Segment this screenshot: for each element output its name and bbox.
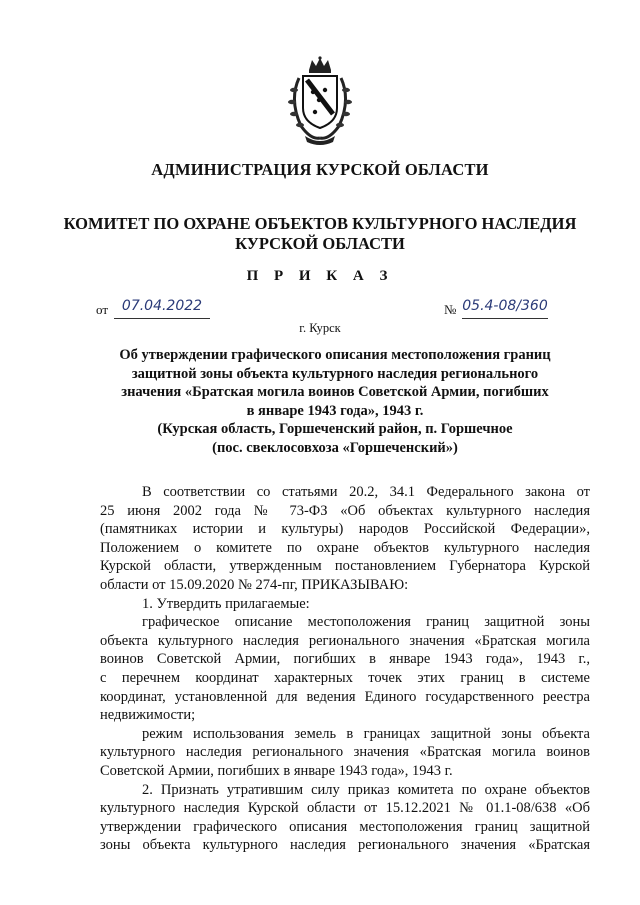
committee-heading — [0, 214, 640, 254]
order-body — [100, 483, 590, 855]
body-line: графическое описание местоположения границ защитной зоны — [142, 614, 590, 631]
body-line: В соответствии со статьями 20.2, 34.1 Федерального закона от — [142, 484, 590, 500]
body-line: 2. Признать утратившим силу приказ комитета по охране объектов — [142, 781, 590, 798]
body-line: 1. Утвердить прилагаемые: — [142, 595, 310, 612]
body-line: объекта культурного наследия регионального значения «Братская могила — [100, 632, 590, 649]
date-label: от — [96, 302, 109, 317]
body-line: недвижимости; — [100, 707, 196, 724]
title-line: в январе 1943 года», 1943 г. — [246, 402, 424, 419]
body-line: зоны объекта культурного наследия регионального значения «Братская — [100, 837, 590, 854]
body-line: координат, установленной для ведения Единого государственного реестра — [100, 688, 590, 705]
body-line: культурного наследия регионального значения «Братская могила воинов — [100, 744, 590, 761]
title-line: (Курская область, Горшеченский район, п. Горшечное — [157, 421, 513, 438]
body-line: 25 июня 2002 года № 73-ФЗ «Об объектах культурного наследия — [100, 502, 590, 519]
order-title — [100, 346, 570, 458]
body-line: (памятниках истории и культуры) народов Российской Федерации», — [100, 521, 590, 538]
date-value: 07.04.2022 — [114, 298, 210, 319]
body-line: Положением о комитете по охране объектов культурного наследия — [100, 539, 590, 556]
committee-line-1: КОМИТЕТ ПО ОХРАНЕ ОБЪЕКТОВ КУЛЬТУРНОГО НАСЛЕДИЯ — [63, 214, 577, 233]
body-line: области от 15.09.2020 № 274-пг, ПРИКАЗЫВАЮ: — [100, 576, 409, 593]
number-label: № — [444, 302, 457, 317]
title-line: значения «Братская могила воинов Советской Армии, погибших — [121, 384, 549, 401]
title-line: Об утверждении графического описания местоположения границ — [119, 347, 551, 363]
administration-heading: АДМИНИСТРАЦИЯ КУРСКОЙ ОБЛАСТИ — [151, 160, 489, 179]
city-label: г. Курск — [299, 321, 341, 335]
body-line: Курской области, утвержденным постановлением Губернатора Курской — [100, 558, 590, 575]
body-line: режим использования земель в границах защитной зоны объекта — [142, 725, 590, 742]
title-line: (пос. свеклосовхоза «Горшеченский») — [212, 439, 458, 456]
body-line: Советской Армии, погибших в январе 1943 года», 1943 г. — [100, 762, 453, 779]
body-line: утверждении графического описания местоположения границ защитной — [100, 818, 590, 835]
committee-line-2: КУРСКОЙ ОБЛАСТИ — [235, 234, 405, 253]
body-line: воинов Советской Армии, погибших в январе 1943 года», 1943 г., — [100, 651, 590, 668]
body-line: с перечнем координат характерных точек этих границ в системе — [100, 669, 590, 686]
doc-type-heading: П Р И К А З — [246, 268, 394, 284]
coat-of-arms-icon — [283, 56, 357, 148]
number-value: 05.4-08/360 — [462, 298, 548, 319]
title-line: защитной зоны объекта культурного наследия регионального — [131, 365, 539, 382]
body-line: культурного наследия Курской области от 15.12.2021 № 01.1-08/638 «Об — [100, 800, 590, 817]
